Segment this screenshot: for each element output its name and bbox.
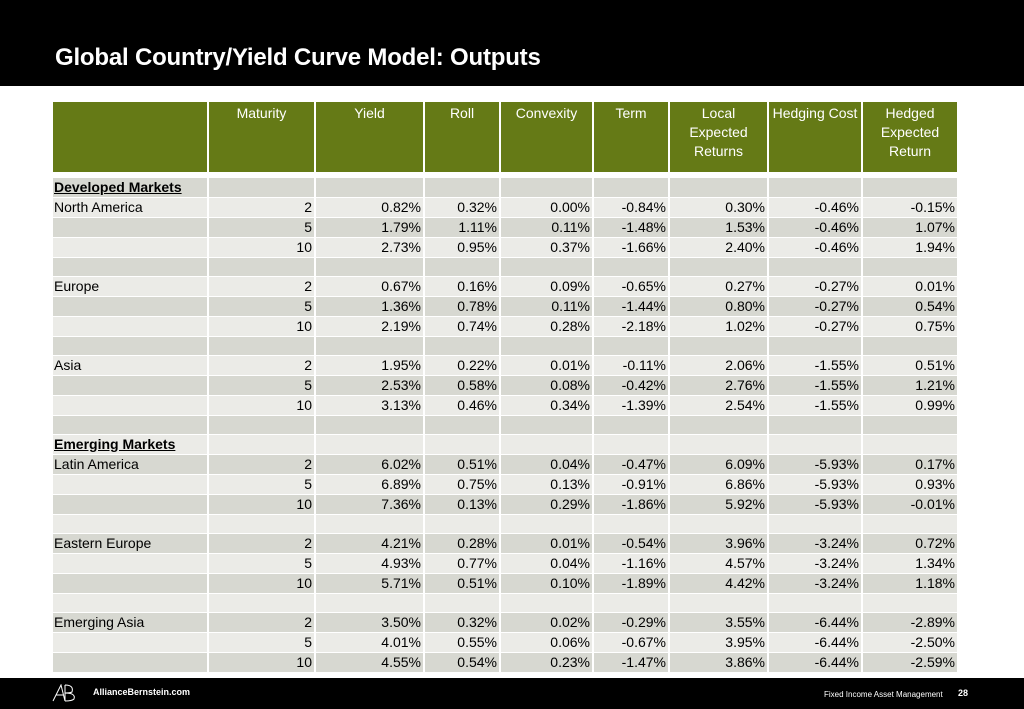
empty-cell	[53, 257, 208, 276]
empty-cell	[208, 336, 315, 355]
value-cell: 10	[208, 316, 315, 336]
value-cell: 0.77%	[424, 553, 500, 573]
empty-cell	[669, 415, 768, 434]
table-row	[53, 494, 957, 514]
table-row	[53, 652, 957, 672]
empty-cell	[424, 415, 500, 434]
empty-cell	[500, 593, 593, 612]
region-label	[53, 474, 208, 494]
value-cell: 0.02%	[500, 612, 593, 632]
empty-cell	[862, 514, 957, 533]
value-cell: 3.86%	[669, 652, 768, 672]
empty-cell	[424, 514, 500, 533]
value-cell: 0.28%	[424, 533, 500, 553]
empty-cell	[669, 593, 768, 612]
value-cell: -5.93%	[768, 494, 862, 514]
value-cell: 0.46%	[424, 395, 500, 415]
value-cell: 1.79%	[315, 217, 424, 237]
region-label: Emerging Asia	[53, 612, 208, 632]
column-header: Convexity	[500, 102, 593, 172]
value-cell: 0.32%	[424, 612, 500, 632]
value-cell: -1.86%	[593, 494, 669, 514]
value-cell: -2.89%	[862, 612, 957, 632]
empty-cell	[424, 593, 500, 612]
empty-cell	[424, 177, 500, 197]
value-cell: -0.11%	[593, 355, 669, 375]
empty-cell	[862, 257, 957, 276]
table-row	[53, 533, 957, 553]
empty-cell	[768, 177, 862, 197]
value-cell: -0.47%	[593, 454, 669, 474]
empty-cell	[315, 434, 424, 454]
value-cell: 10	[208, 652, 315, 672]
empty-cell	[53, 514, 208, 533]
value-cell: 5	[208, 217, 315, 237]
region-label: Eastern Europe	[53, 533, 208, 553]
value-cell: 0.09%	[500, 276, 593, 296]
value-cell: 5.71%	[315, 573, 424, 593]
value-cell: 3.13%	[315, 395, 424, 415]
empty-cell	[593, 336, 669, 355]
value-cell: 0.17%	[862, 454, 957, 474]
empty-cell	[500, 415, 593, 434]
region-label: North America	[53, 197, 208, 217]
value-cell: 5	[208, 375, 315, 395]
value-cell: -0.27%	[768, 276, 862, 296]
value-cell: -1.48%	[593, 217, 669, 237]
value-cell: 0.75%	[424, 474, 500, 494]
value-cell: 5	[208, 296, 315, 316]
spacer-row	[53, 336, 957, 355]
empty-cell	[669, 514, 768, 533]
value-cell: -1.16%	[593, 553, 669, 573]
value-cell: 0.82%	[315, 197, 424, 217]
value-cell: -2.18%	[593, 316, 669, 336]
empty-cell	[768, 415, 862, 434]
spacer-row	[53, 415, 957, 434]
table-row	[53, 553, 957, 573]
value-cell: 0.32%	[424, 197, 500, 217]
table-row	[53, 217, 957, 237]
value-cell: 1.36%	[315, 296, 424, 316]
empty-cell	[593, 514, 669, 533]
value-cell: 0.55%	[424, 632, 500, 652]
slide-footer	[0, 678, 1024, 709]
value-cell: -6.44%	[768, 652, 862, 672]
value-cell: -0.42%	[593, 375, 669, 395]
table-row	[53, 276, 957, 296]
empty-cell	[500, 336, 593, 355]
slide-header	[0, 0, 1024, 86]
value-cell: -1.66%	[593, 237, 669, 257]
value-cell: 1.02%	[669, 316, 768, 336]
value-cell: 0.11%	[500, 296, 593, 316]
empty-cell	[500, 434, 593, 454]
value-cell: 10	[208, 573, 315, 593]
value-cell: 1.94%	[862, 237, 957, 257]
empty-cell	[862, 434, 957, 454]
empty-cell	[424, 257, 500, 276]
value-cell: 2	[208, 276, 315, 296]
value-cell: -0.46%	[768, 237, 862, 257]
value-cell: 6.02%	[315, 454, 424, 474]
value-cell: 2.54%	[669, 395, 768, 415]
empty-cell	[424, 434, 500, 454]
value-cell: 0.23%	[500, 652, 593, 672]
value-cell: 0.08%	[500, 375, 593, 395]
value-cell: 5.92%	[669, 494, 768, 514]
value-cell: 1.21%	[862, 375, 957, 395]
value-cell: 0.78%	[424, 296, 500, 316]
column-header: Maturity	[208, 102, 315, 172]
empty-cell	[315, 514, 424, 533]
value-cell: 10	[208, 494, 315, 514]
value-cell: 0.51%	[862, 355, 957, 375]
outputs-table-container	[53, 102, 957, 672]
value-cell: 2.73%	[315, 237, 424, 257]
value-cell: 0.51%	[424, 573, 500, 593]
empty-cell	[53, 593, 208, 612]
empty-cell	[208, 514, 315, 533]
value-cell: 0.22%	[424, 355, 500, 375]
value-cell: -0.46%	[768, 217, 862, 237]
value-cell: -6.44%	[768, 632, 862, 652]
value-cell: -0.54%	[593, 533, 669, 553]
value-cell: -3.24%	[768, 573, 862, 593]
empty-cell	[593, 257, 669, 276]
column-header: Yield	[315, 102, 424, 172]
value-cell: -2.50%	[862, 632, 957, 652]
value-cell: 1.95%	[315, 355, 424, 375]
value-cell: 0.80%	[669, 296, 768, 316]
value-cell: 0.13%	[500, 474, 593, 494]
table-row	[53, 454, 957, 474]
empty-cell	[669, 336, 768, 355]
empty-cell	[500, 514, 593, 533]
value-cell: -1.55%	[768, 395, 862, 415]
column-header: Hedged Expected Return	[862, 102, 957, 172]
empty-cell	[315, 336, 424, 355]
value-cell: 2	[208, 454, 315, 474]
value-cell: 4.01%	[315, 632, 424, 652]
value-cell: 0.27%	[669, 276, 768, 296]
table-header-row	[53, 102, 957, 172]
section-row	[53, 177, 957, 197]
table-row	[53, 474, 957, 494]
empty-cell	[315, 177, 424, 197]
value-cell: 0.28%	[500, 316, 593, 336]
region-label	[53, 237, 208, 257]
row-label-cell	[53, 434, 208, 454]
table-row	[53, 355, 957, 375]
value-cell: -6.44%	[768, 612, 862, 632]
column-header: Term	[593, 102, 669, 172]
value-cell: 2	[208, 533, 315, 553]
empty-cell	[208, 415, 315, 434]
value-cell: 5	[208, 553, 315, 573]
value-cell: 10	[208, 237, 315, 257]
empty-cell	[208, 257, 315, 276]
value-cell: -5.93%	[768, 454, 862, 474]
value-cell: 6.09%	[669, 454, 768, 474]
value-cell: 0.54%	[424, 652, 500, 672]
table-row	[53, 375, 957, 395]
value-cell: -0.01%	[862, 494, 957, 514]
table-row	[53, 197, 957, 217]
empty-cell	[669, 177, 768, 197]
table-body	[53, 172, 957, 672]
empty-cell	[768, 514, 862, 533]
value-cell: 5	[208, 632, 315, 652]
empty-cell	[862, 415, 957, 434]
spacer-row	[53, 514, 957, 533]
value-cell: -1.47%	[593, 652, 669, 672]
empty-cell	[669, 434, 768, 454]
value-cell: -1.44%	[593, 296, 669, 316]
section-heading: Developed Markets	[54, 178, 182, 195]
page-title: Global Country/Yield Curve Model: Outputs	[55, 44, 541, 71]
table-row	[53, 237, 957, 257]
section-row	[53, 434, 957, 454]
region-label	[53, 395, 208, 415]
value-cell: -0.65%	[593, 276, 669, 296]
region-label: Latin America	[53, 454, 208, 474]
brand-website: AllianceBernstein.com	[93, 687, 191, 697]
value-cell: 0.00%	[500, 197, 593, 217]
value-cell: 0.93%	[862, 474, 957, 494]
value-cell: 0.99%	[862, 395, 957, 415]
value-cell: 1.53%	[669, 217, 768, 237]
empty-cell	[208, 177, 315, 197]
table-row	[53, 632, 957, 652]
ab-logo-icon	[52, 684, 78, 702]
empty-cell	[53, 336, 208, 355]
region-label: Asia	[53, 355, 208, 375]
empty-cell	[208, 593, 315, 612]
value-cell: 0.16%	[424, 276, 500, 296]
value-cell: 2.06%	[669, 355, 768, 375]
value-cell: 2.40%	[669, 237, 768, 257]
region-label	[53, 553, 208, 573]
value-cell: 0.95%	[424, 237, 500, 257]
value-cell: -0.29%	[593, 612, 669, 632]
value-cell: -1.55%	[768, 355, 862, 375]
table-row	[53, 296, 957, 316]
table-row	[53, 612, 957, 632]
empty-cell	[768, 257, 862, 276]
value-cell: 0.34%	[500, 395, 593, 415]
value-cell: 0.54%	[862, 296, 957, 316]
empty-cell	[315, 257, 424, 276]
value-cell: 5	[208, 474, 315, 494]
value-cell: 0.74%	[424, 316, 500, 336]
value-cell: 2	[208, 612, 315, 632]
value-cell: -3.24%	[768, 553, 862, 573]
value-cell: 2	[208, 355, 315, 375]
value-cell: -0.27%	[768, 296, 862, 316]
value-cell: 0.75%	[862, 316, 957, 336]
value-cell: 2.19%	[315, 316, 424, 336]
value-cell: -0.46%	[768, 197, 862, 217]
value-cell: 0.01%	[500, 355, 593, 375]
row-label-cell	[53, 177, 208, 197]
value-cell: -1.55%	[768, 375, 862, 395]
empty-cell	[208, 434, 315, 454]
empty-cell	[593, 593, 669, 612]
value-cell: 0.72%	[862, 533, 957, 553]
value-cell: 1.18%	[862, 573, 957, 593]
column-header: Roll	[424, 102, 500, 172]
value-cell: 6.89%	[315, 474, 424, 494]
column-header: Local Expected Returns	[669, 102, 768, 172]
section-heading: Emerging Markets	[54, 435, 176, 452]
value-cell: 2.76%	[669, 375, 768, 395]
value-cell: -0.15%	[862, 197, 957, 217]
value-cell: -1.89%	[593, 573, 669, 593]
value-cell: 10	[208, 395, 315, 415]
empty-cell	[593, 177, 669, 197]
value-cell: 4.21%	[315, 533, 424, 553]
empty-cell	[862, 336, 957, 355]
value-cell: -1.39%	[593, 395, 669, 415]
value-cell: -0.84%	[593, 197, 669, 217]
value-cell: 0.58%	[424, 375, 500, 395]
value-cell: 6.86%	[669, 474, 768, 494]
column-header-label	[53, 102, 208, 172]
empty-cell	[53, 415, 208, 434]
empty-cell	[593, 415, 669, 434]
region-label	[53, 375, 208, 395]
value-cell: -3.24%	[768, 533, 862, 553]
value-cell: 7.36%	[315, 494, 424, 514]
region-label	[53, 573, 208, 593]
value-cell: 0.29%	[500, 494, 593, 514]
value-cell: 0.01%	[500, 533, 593, 553]
value-cell: 1.34%	[862, 553, 957, 573]
region-label	[53, 652, 208, 672]
empty-cell	[768, 593, 862, 612]
value-cell: 3.50%	[315, 612, 424, 632]
empty-cell	[315, 593, 424, 612]
empty-cell	[424, 336, 500, 355]
value-cell: 4.55%	[315, 652, 424, 672]
value-cell: 0.01%	[862, 276, 957, 296]
value-cell: 3.55%	[669, 612, 768, 632]
empty-cell	[500, 177, 593, 197]
empty-cell	[768, 434, 862, 454]
value-cell: 0.30%	[669, 197, 768, 217]
table-row	[53, 395, 957, 415]
value-cell: 2	[208, 197, 315, 217]
table-row	[53, 316, 957, 336]
region-label	[53, 296, 208, 316]
value-cell: 1.11%	[424, 217, 500, 237]
empty-cell	[315, 415, 424, 434]
value-cell: 0.13%	[424, 494, 500, 514]
value-cell: 0.37%	[500, 237, 593, 257]
table-row	[53, 573, 957, 593]
value-cell: -5.93%	[768, 474, 862, 494]
column-header: Hedging Cost	[768, 102, 862, 172]
empty-cell	[862, 177, 957, 197]
region-label	[53, 316, 208, 336]
value-cell: 3.95%	[669, 632, 768, 652]
value-cell: 1.07%	[862, 217, 957, 237]
value-cell: 4.57%	[669, 553, 768, 573]
empty-cell	[593, 434, 669, 454]
value-cell: 0.06%	[500, 632, 593, 652]
value-cell: -0.67%	[593, 632, 669, 652]
value-cell: 0.51%	[424, 454, 500, 474]
value-cell: 4.42%	[669, 573, 768, 593]
empty-cell	[768, 336, 862, 355]
value-cell: 0.04%	[500, 553, 593, 573]
spacer-row	[53, 593, 957, 612]
value-cell: 2.53%	[315, 375, 424, 395]
value-cell: 0.04%	[500, 454, 593, 474]
empty-cell	[669, 257, 768, 276]
value-cell: 3.96%	[669, 533, 768, 553]
region-label	[53, 217, 208, 237]
value-cell: -2.59%	[862, 652, 957, 672]
outputs-table	[53, 102, 957, 672]
value-cell: -0.27%	[768, 316, 862, 336]
value-cell: 4.93%	[315, 553, 424, 573]
empty-cell	[500, 257, 593, 276]
value-cell: 0.11%	[500, 217, 593, 237]
value-cell: 0.67%	[315, 276, 424, 296]
region-label	[53, 632, 208, 652]
value-cell: 0.10%	[500, 573, 593, 593]
region-label	[53, 494, 208, 514]
region-label: Europe	[53, 276, 208, 296]
division-label: Fixed Income Asset Management	[824, 690, 943, 699]
spacer-row	[53, 257, 957, 276]
value-cell: -0.91%	[593, 474, 669, 494]
page-number: 28	[958, 688, 969, 698]
empty-cell	[862, 593, 957, 612]
